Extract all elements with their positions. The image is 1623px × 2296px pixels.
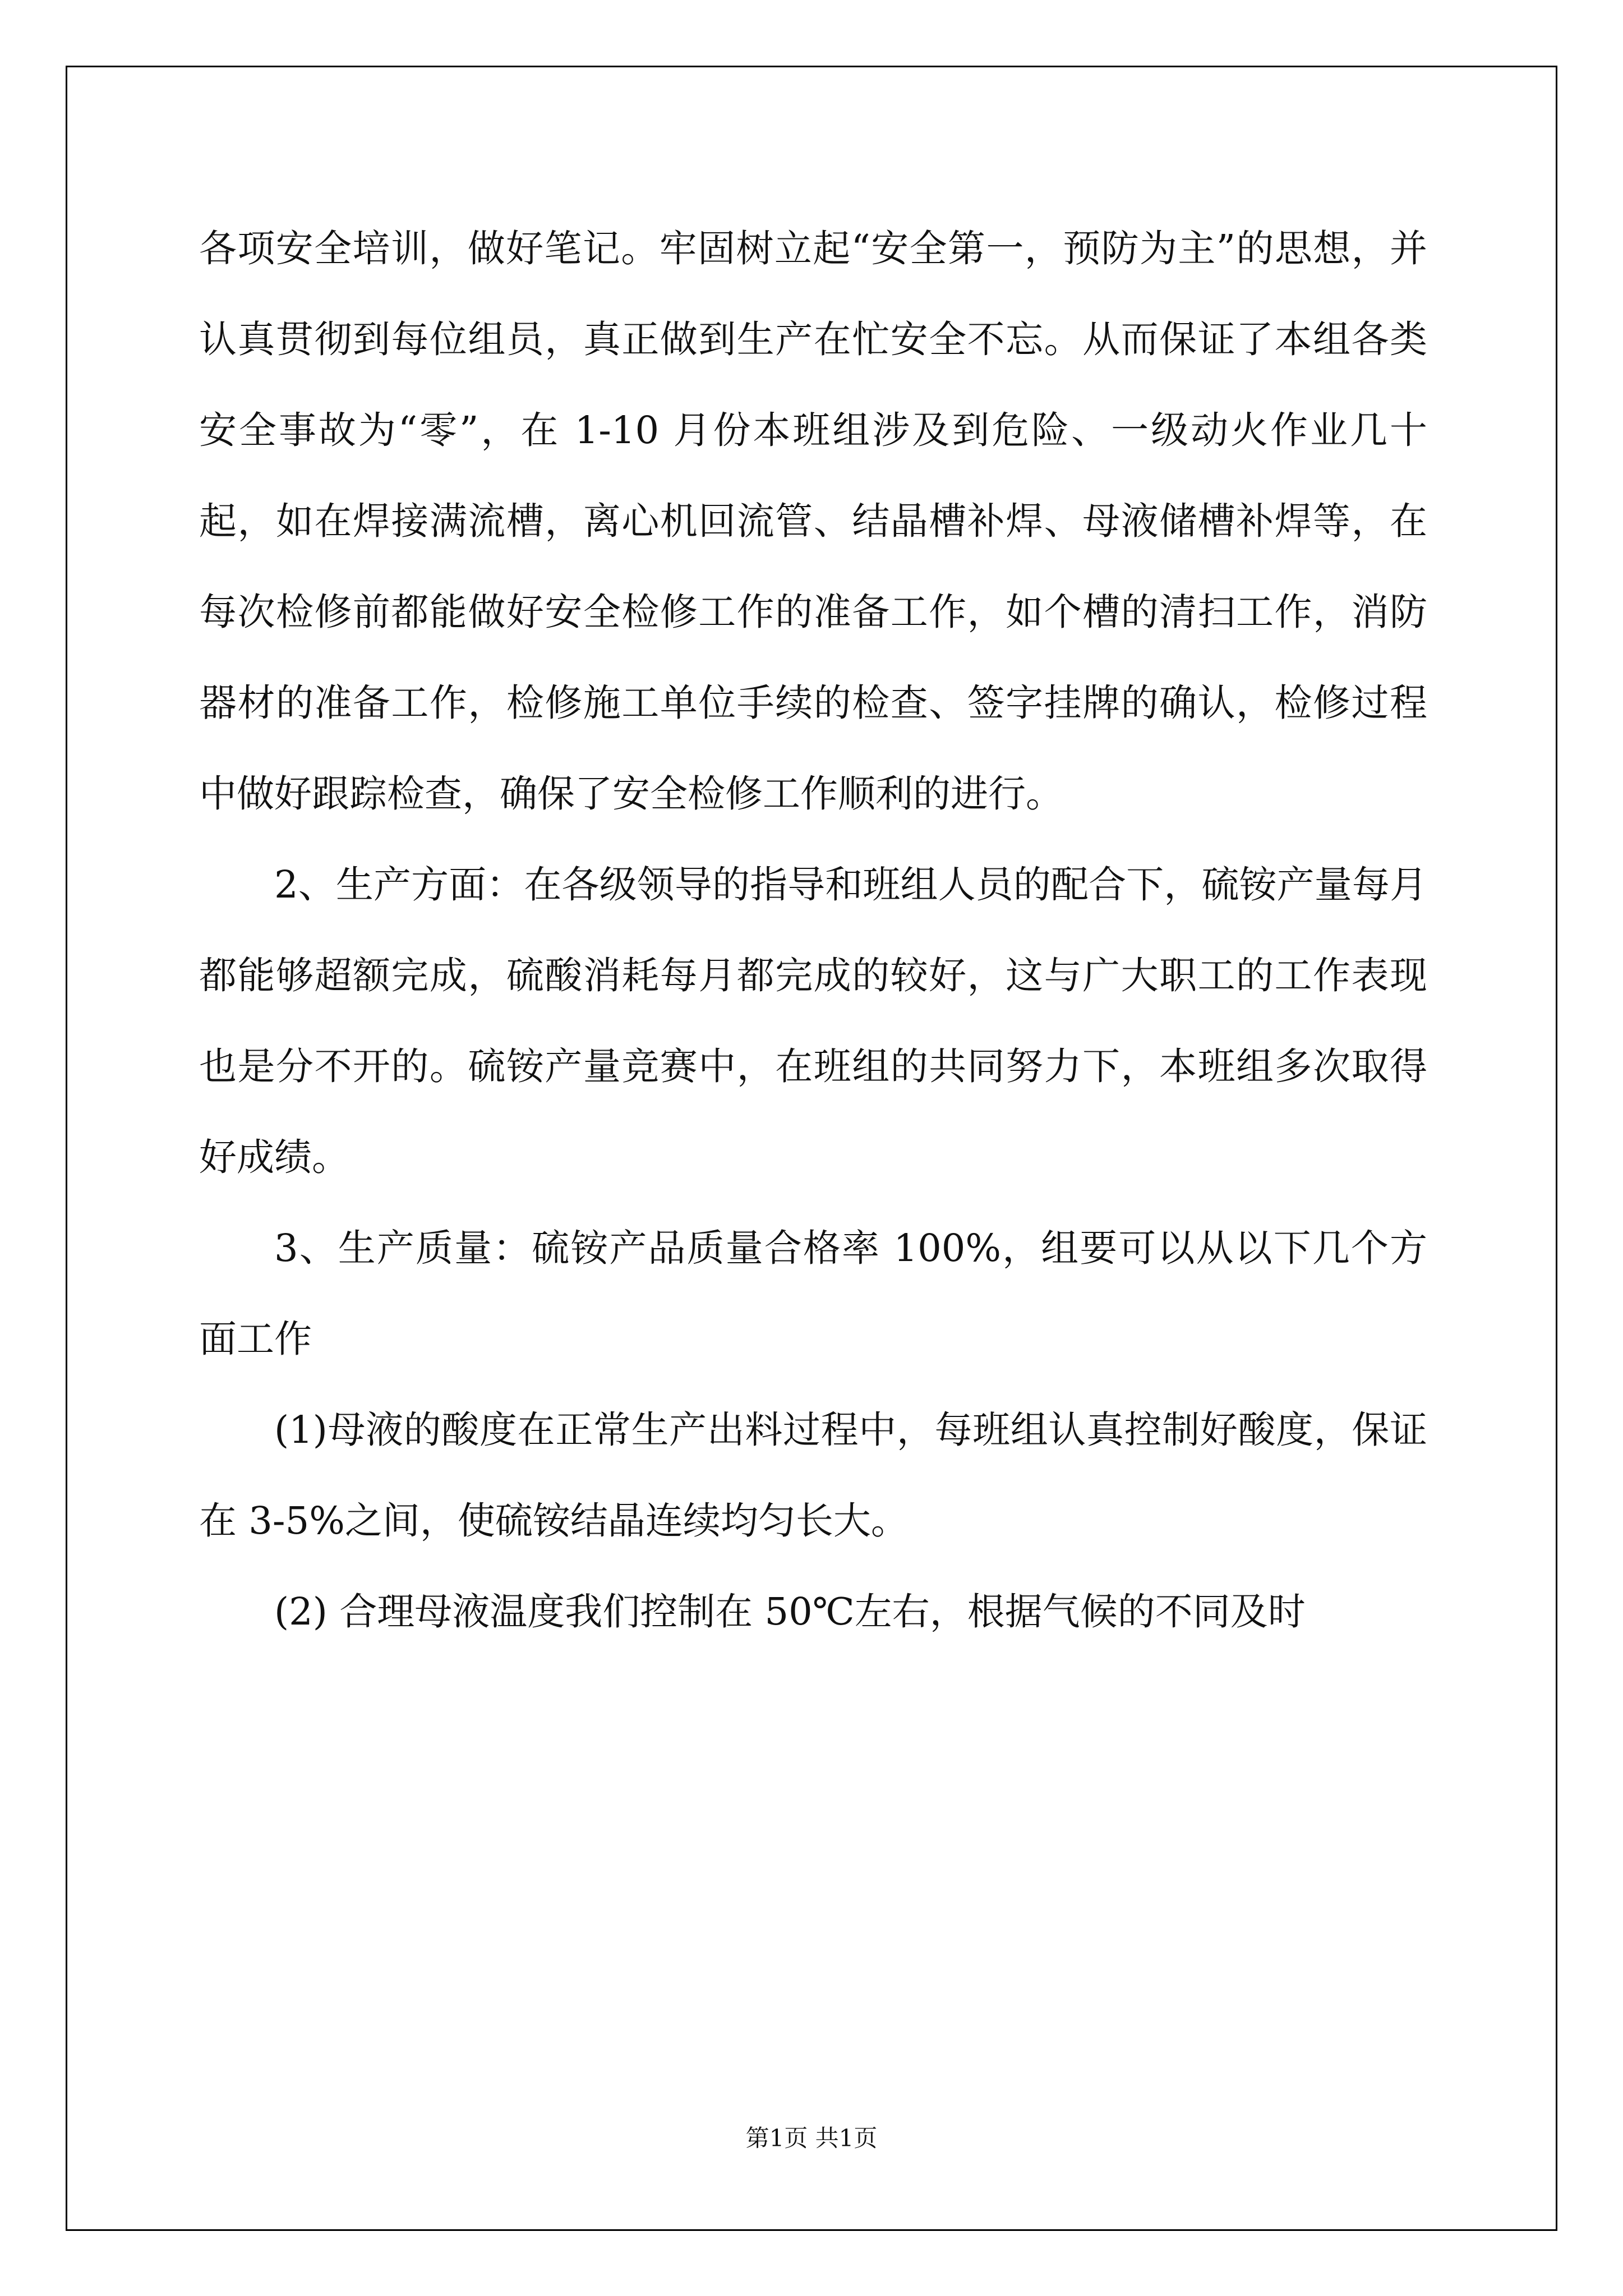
paragraph-production: 2、生产方面：在各级领导的指导和班组人员的配合下，硫铵产量每月都能够超额完成，硫酸消耗每月都完成的较好，这与广大职工的工作表现也是分不开的。硫铵产量竞赛中，在班组的共同努力下，本班组多次取得好成绩。 bbox=[199, 863, 1427, 1179]
page-footer: 第1页 共1页 bbox=[745, 2124, 878, 2152]
paragraph-quality: 3、生产质量：硫铵产品质量合格率 100%，组要可以从以下几个方面工作 bbox=[199, 1226, 1427, 1361]
paragraph-acidity: (1)母液的酸度在正常生产出料过程中，每班组认真控制好酸度，保证在 3-5%之间，使硫铵结晶连续均匀长大。 bbox=[199, 1408, 1427, 1543]
document-body bbox=[199, 203, 1427, 1657]
paragraph-temperature: (2) 合理母液温度我们控制在 50℃左右，根据气候的不同及时 bbox=[274, 1590, 1306, 1634]
paragraph-safety: 各项安全培训，做好笔记。牢固树立起“安全第一，预防为主”的思想，并认真贯彻到每位组员，真正做到生产在忙安全不忘。从而保证了本组各类安全事故为“零”，在 1-10 月份本班组涉及到危险、一级动火作业几十起，如在焊接满流槽，离心机回流管、结晶槽补焊、母液储槽补焊等，在每次检修前都能做好安全检修工作的准备工作，如个槽的清扫工作，消防器材的准备工作，检修施工单位手续的检查、签字挂牌的确认，检修过程中做好跟踪检查，确保了安全检修工作顺利的进行。 bbox=[199, 227, 1427, 816]
